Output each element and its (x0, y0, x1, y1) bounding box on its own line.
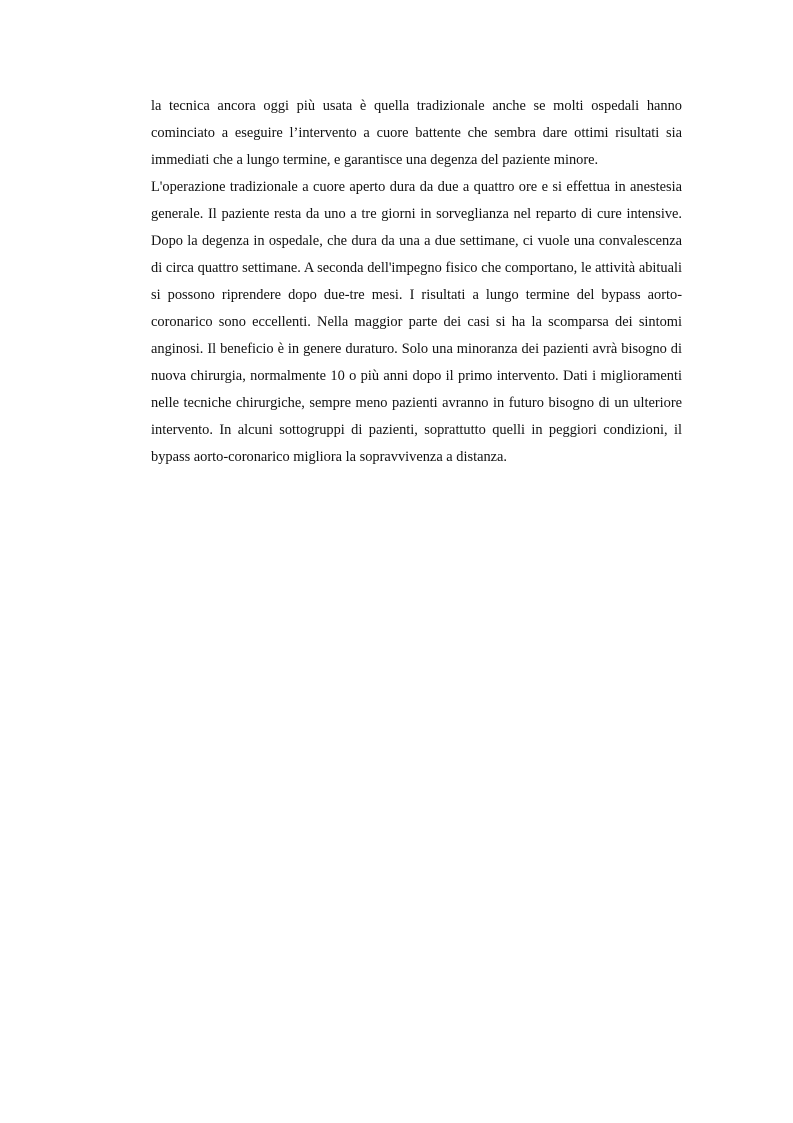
body-text (151, 93, 682, 471)
paragraph-1: la tecnica ancora oggi più usata è quella tradizionale anche se molti ospedali hanno cominciato a eseguire l’intervento a cuore battente che sembra dare ottimi risultati sia immediati che a lungo termine, e garantisce una degenza del paziente minore. (151, 98, 682, 168)
paragraph-2: L'operazione tradizionale a cuore aperto dura da due a quattro ore e si effettua in anestesia generale. Il paziente resta da uno a tre giorni in sorveglianza nel reparto di cure intensive. Dopo la degenza in ospedale, che dura da una a due settimane, ci vuole una convalescenza di circa quattro settimane. A seconda dell'impegno fisico che comportano, le attività abituali si possono riprendere dopo due-tre mesi. I risultati a lungo termine del bypass aorto-coronarico sono eccellenti. Nella maggior parte dei casi si ha la scomparsa dei sintomi anginosi. Il beneficio è in genere duraturo. Solo una minoranza dei pazienti avrà bisogno di nuova chirurgia, normalmente 10 o più anni dopo il primo intervento. Dati i miglioramenti nelle tecniche chirurgiche, sempre meno pazienti avranno in futuro bisogno di un ulteriore intervento. In alcuni sottogruppi di pazienti, soprattutto quelli in peggiori condizioni, il bypass aorto-coronarico migliora la sopravvivenza a distanza. (151, 179, 682, 465)
